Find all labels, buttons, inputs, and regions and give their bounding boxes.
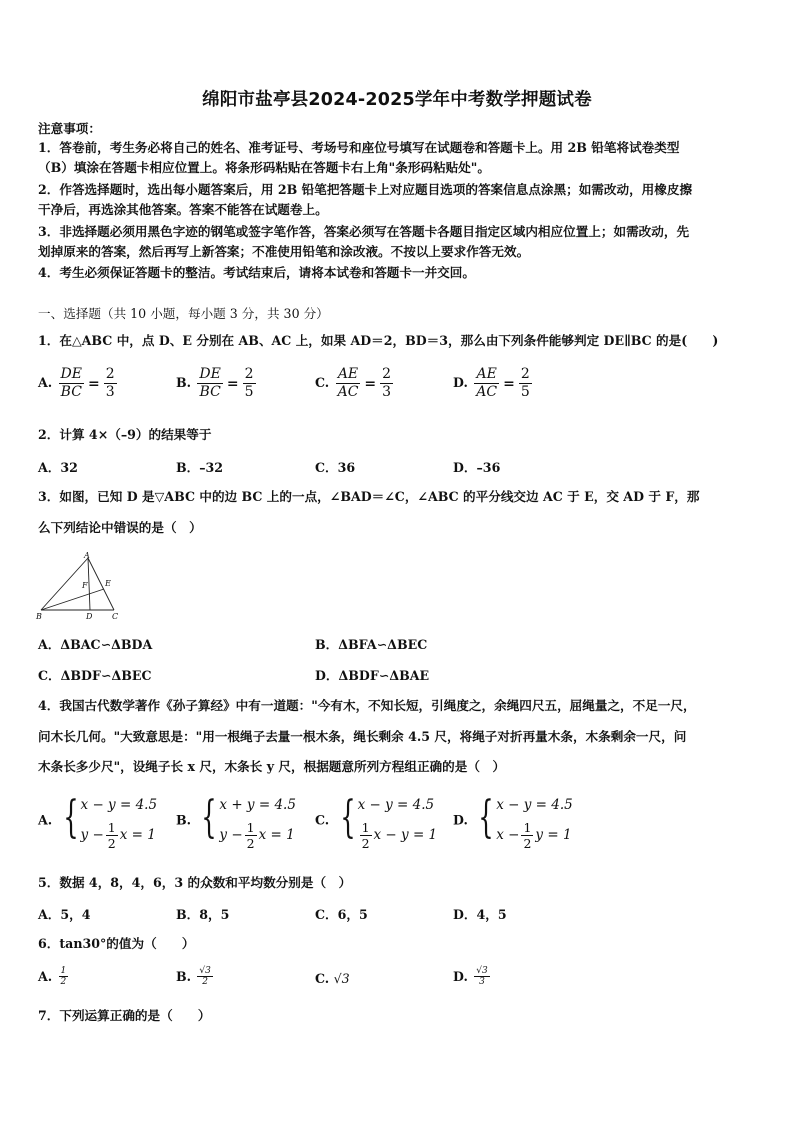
q2-option-b[interactable]: B．–32: [176, 460, 224, 475]
q6-option-a[interactable]: A. $\frac{1}{2}$: [38, 966, 67, 987]
question-3-stem: 3．如图，已知 D 是▽ABC 中的边 BC 上的一点，∠BAD＝∠C，∠ABC 的平分线交边 AC 于 E，交 AD 于 F，那: [38, 489, 700, 504]
label-a: A: [84, 552, 90, 560]
q6-option-b[interactable]: B. $\frac{√3}{2}$: [176, 966, 211, 987]
q6-option-d[interactable]: D. $\frac{√3}{3}$: [453, 966, 488, 987]
q6-option-c[interactable]: C. √3: [315, 971, 350, 986]
q2-option-c[interactable]: C．36: [315, 460, 356, 475]
question-5-stem: 5．数据 4，8，4，6，3 的众数和平均数分别是（ ）: [38, 875, 352, 890]
q4-option-b[interactable]: B. { x + y = 4.5 y − $\frac{1}{2}$ x = 1: [176, 792, 296, 851]
question-1-stem: 1．在△ABC 中，点 D、E 分别在 AB、AC 上，如果 AD＝2，BD＝3，那么由下列条件能够判定 DE∥BC 的是( ): [38, 333, 719, 348]
q3-option-c[interactable]: C．ΔBDF∽ΔBEC: [38, 668, 152, 683]
label-b: B: [36, 612, 42, 621]
notice-line: （B）填涂在答题卡相应位置上。将条形码粘贴在答题卡右上角"条形码粘贴处"。: [38, 160, 490, 175]
q2-option-d[interactable]: D．–36: [453, 460, 501, 475]
q5-option-d[interactable]: D．4，5: [453, 907, 507, 922]
q4-option-c[interactable]: C. { x − y = 4.5 $\frac{1}{2}$ x − y = 1: [315, 792, 438, 851]
q1-option-b[interactable]: B. $\frac{DE}{BC}$ = $\frac{2}{5}$: [176, 366, 254, 400]
q5-option-a[interactable]: A．5，4: [38, 907, 91, 922]
q3-option-b[interactable]: B．ΔBFA∽ΔBEC: [315, 637, 428, 652]
triangle-figure: [34, 552, 130, 622]
notice-line: 1．答卷前，考生务必将自己的姓名、准考证号、考场号和座位号填写在试题卷和答题卡上。用 2B 铅笔将试卷类型: [38, 140, 680, 155]
notice-line: 划掉原来的答案，然后再写上新答案；不准使用铅笔和涂改液。不按以上要求作答无效。: [38, 244, 530, 259]
q3-option-d[interactable]: D．ΔBDF∽ΔBAE: [315, 668, 430, 683]
question-3-stem-cont: 么下列结论中错误的是（ ）: [38, 520, 202, 535]
label-d: D: [86, 612, 93, 621]
q1-option-c[interactable]: C. $\frac{AE}{AC}$ = $\frac{2}{3}$: [315, 366, 392, 400]
question-7-stem: 7．下列运算正确的是（ ）: [38, 1008, 211, 1023]
q1-option-a[interactable]: A. $\frac{DE}{BC}$ = $\frac{2}{3}$: [38, 366, 115, 400]
question-4-stem-cont: 木条长多少尺"，设绳子长 x 尺，木条长 y 尺，根据题意所列方程组正确的是（ ）: [38, 759, 506, 774]
question-6-stem: 6．tan30°的值为（ ）: [38, 936, 195, 951]
notice-line: 4．考生必须保证答题卡的整洁。考试结束后，请将本试卷和答题卡一并交回。: [38, 265, 475, 280]
q5-option-c[interactable]: C．6，5: [315, 907, 368, 922]
q4-option-a[interactable]: A. { x − y = 4.5 y − $\frac{1}{2}$ x = 1: [38, 792, 158, 851]
question-4-stem-cont: 问木长几何。"大致意思是："用一根绳子去量一根木条，绳长剩余 4.5 尺，将绳子对折再量木条，木条剩余一尺，问: [38, 729, 687, 744]
notice-line: 3．非选择题必须用黑色字迹的钢笔或签字笔作答，答案必须写在答题卡各题目指定区域内相应位置上；如需改动，先: [38, 224, 690, 239]
question-2-stem: 2．计算 4×（–9）的结果等于: [38, 427, 212, 442]
q2-option-a[interactable]: A．32: [38, 460, 78, 475]
segment-ad: [88, 558, 90, 610]
notice-heading: 注意事项：: [38, 121, 101, 136]
label-f: F: [82, 581, 88, 590]
notice-line: 2．作答选择题时，选出每小题答案后，用 2B 铅笔把答题卡上对应题目选项的答案信息点涂黑；如需改动，用橡皮擦: [38, 182, 693, 197]
question-4-stem: 4．我国古代数学著作《孙子算经》中有一道题："今有木，不知长短，引绳度之，余绳四尺五，屈绳量之，不足一尺，: [38, 698, 696, 713]
q3-option-a[interactable]: A．ΔBAC∽ΔBDA: [38, 637, 153, 652]
q4-option-d[interactable]: D. { x − y = 4.5 x − $\frac{1}{2}$ y = 1: [453, 792, 573, 851]
page-title: 绵阳市盐亭县2024-2025学年中考数学押题试卷: [202, 90, 592, 110]
label-e: E: [105, 579, 111, 588]
label-c: C: [112, 612, 119, 621]
q5-option-b[interactable]: B．8，5: [176, 907, 230, 922]
section-heading: 一、选择题（共 10 小题，每小题 3 分，共 30 分）: [38, 306, 329, 321]
notice-line: 干净后，再选涂其他答案。答案不能答在试题卷上。: [38, 202, 328, 217]
q1-option-d[interactable]: D. $\frac{AE}{AC}$ = $\frac{2}{5}$: [453, 366, 530, 400]
